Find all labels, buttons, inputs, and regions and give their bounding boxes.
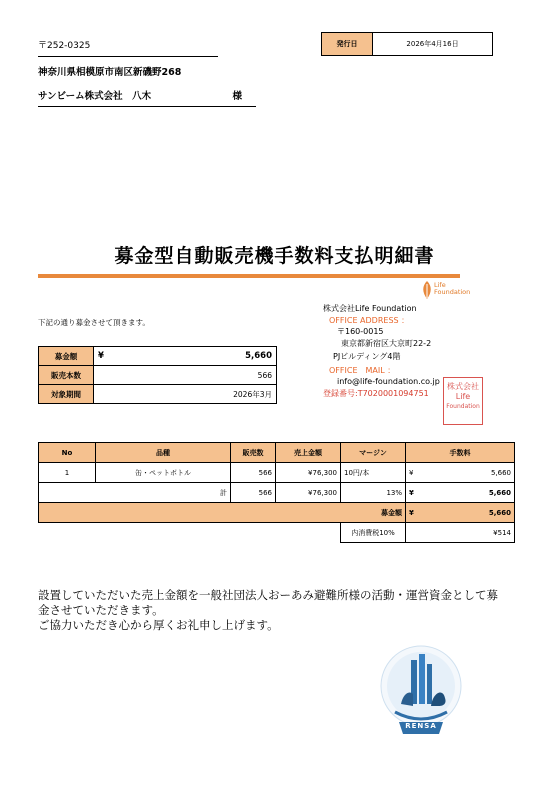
row-margin: 10円/本 — [341, 463, 406, 483]
total-label: 計 — [39, 483, 231, 503]
recipient-name — [38, 88, 256, 107]
col-header-qty: 販売数 — [231, 443, 276, 463]
summary-value: 2026年3月 — [94, 385, 277, 404]
title-underline — [38, 274, 460, 278]
issuer-postal: 〒160-0015 — [337, 327, 384, 336]
seal-line3: Foundation — [446, 403, 480, 410]
currency-symbol: ¥ — [409, 508, 414, 517]
recipient-company: サンビーム株式会社 八木 — [38, 91, 152, 102]
col-header-no: No — [39, 443, 96, 463]
issue-date-box — [321, 32, 493, 56]
summary-row — [39, 385, 277, 404]
issuer-info — [323, 303, 440, 399]
summary-label: 募金額 — [39, 347, 94, 366]
office-address-label: OFFICE ADDRESS ： — [329, 315, 410, 325]
summary-table — [38, 346, 277, 404]
issuer-name: 株式会社Life Foundation — [323, 304, 417, 313]
total-qty: 566 — [231, 483, 276, 503]
donation-amount: 5,660 — [245, 351, 272, 361]
donation-label: 募金額 — [39, 503, 406, 523]
col-header-sales: 売上金額 — [276, 443, 341, 463]
col-header-item: 品種 — [96, 443, 231, 463]
leaf-icon — [420, 280, 434, 300]
rensa-emblem — [373, 642, 469, 750]
summary-row — [39, 347, 277, 366]
logo-text — [434, 282, 470, 296]
summary-row — [39, 366, 277, 385]
logo-line2: Foundation — [434, 288, 471, 296]
detail-row — [39, 463, 515, 483]
summary-value: 566 — [94, 366, 277, 385]
currency-symbol: ¥ — [409, 488, 414, 497]
row-item: 缶・ペットボトル — [96, 463, 231, 483]
tax-label: 内消費税10% — [341, 523, 406, 543]
col-header-margin: マージン — [341, 443, 406, 463]
issuer-building: PJビルディング4階 — [333, 352, 401, 361]
issuer-address: 東京都新宿区大京町22-2 — [341, 338, 432, 348]
row-qty: 566 — [231, 463, 276, 483]
seal-line2: Life — [455, 392, 471, 401]
company-seal — [443, 377, 483, 425]
recipient-honorific: 様 — [232, 91, 242, 102]
summary-label: 対象期間 — [39, 385, 94, 404]
issue-date-label: 発行日 — [322, 33, 373, 55]
lead-text: 下記の通り募金させて頂きます。 — [38, 318, 150, 327]
document-title: 募金型自動販売機手数料支払明細書 — [114, 245, 435, 267]
fee-value: 5,660 — [490, 468, 511, 477]
emblem-text: RENSA — [405, 722, 437, 730]
office-mail-label: OFFICE MAIL ： — [329, 365, 396, 375]
row-no: 1 — [39, 463, 96, 483]
donation-fee — [406, 503, 515, 523]
currency-symbol: ¥ — [98, 351, 104, 361]
detail-table — [38, 442, 515, 543]
recipient-postal: 〒252-0325 — [38, 41, 91, 51]
row-fee — [406, 463, 515, 483]
donation-row — [39, 503, 515, 523]
emblem-graphic — [373, 642, 469, 750]
row-sales: ¥76,300 — [276, 463, 341, 483]
total-margin: 13% — [341, 483, 406, 503]
col-header-fee: 手数料 — [406, 443, 515, 463]
life-foundation-logo — [420, 280, 480, 302]
total-row — [39, 483, 515, 503]
divider — [38, 56, 218, 57]
issuer-email: info@life-foundation.co.jp — [337, 377, 440, 386]
logo-line1: Life — [434, 281, 446, 289]
total-fee-value: 5,660 — [488, 488, 511, 497]
tax-value: ¥514 — [406, 523, 515, 543]
summary-label: 販売本数 — [39, 366, 94, 385]
registration-number: 登録番号:T7020001094751 — [323, 388, 429, 398]
total-fee — [406, 483, 515, 503]
total-sales: ¥76,300 — [276, 483, 341, 503]
tax-row — [39, 523, 515, 543]
issue-date-value: 2026年4月16日 — [406, 40, 459, 48]
detail-header-row — [39, 443, 515, 463]
recipient-address: 神奈川県相模原市南区新磯野268 — [38, 67, 182, 78]
closing-message: 設置していただいた売上金額を一般社団法人おーあみ避難所様の活動・運営資金として募金させていただきます。 ご協力いただき心から厚くお礼申し上げます。 — [38, 588, 498, 632]
seal-line1: 株式会社 — [447, 382, 479, 391]
summary-value — [94, 347, 277, 366]
donation-fee-value: 5,660 — [488, 508, 511, 517]
currency-symbol: ¥ — [409, 468, 414, 477]
